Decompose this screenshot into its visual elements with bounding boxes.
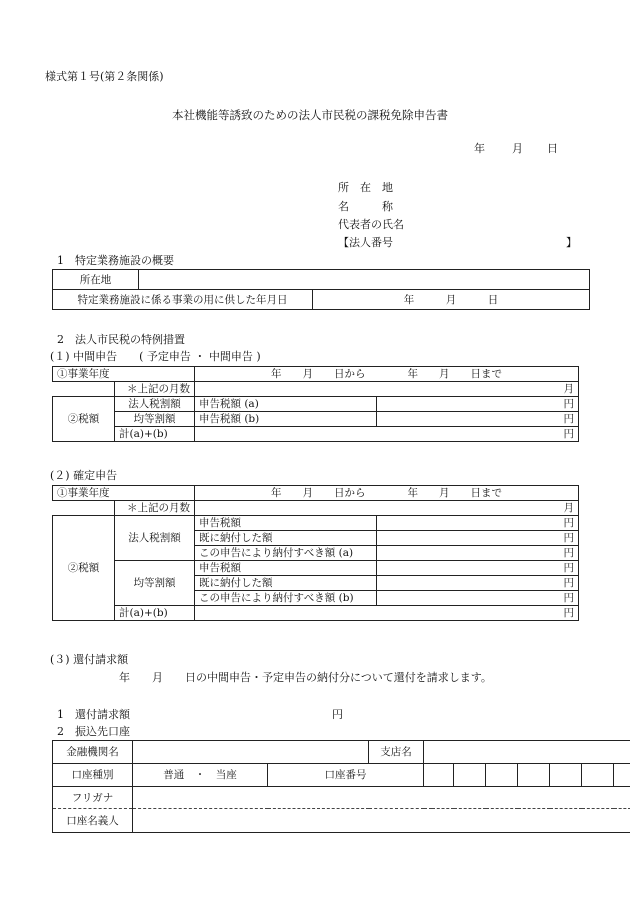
- interim-equal-tax-label: 均等割額: [115, 412, 195, 427]
- account-digit-2[interactable]: [454, 764, 486, 787]
- final-heading: (２) 確定申告: [50, 469, 118, 482]
- refund-heading: (３) 還付請求額: [50, 653, 129, 666]
- interim-equal-tax-item: 申告税額 (b): [195, 412, 377, 427]
- start-date-label: 特定業務施設に係る事業の用に供した年月日: [53, 290, 313, 310]
- interim-months-input[interactable]: [195, 382, 579, 397]
- yen-unit: 円: [563, 398, 574, 410]
- final-equal-item1: 申告税額: [195, 561, 377, 576]
- final-fy-value: 年 月 日から 年 月 日まで: [271, 487, 502, 499]
- final-tax-label: ②税額: [53, 516, 115, 621]
- final-equal-item1-input[interactable]: [377, 561, 579, 576]
- bank-name-input[interactable]: [133, 741, 369, 764]
- yen-unit: 円: [563, 517, 574, 529]
- final-table: [52, 485, 579, 621]
- location-input[interactable]: [139, 270, 590, 290]
- refund-sentence: 年 月 日の中間申告・予定申告の納付分について還付を請求します。: [119, 671, 492, 684]
- account-digit-5[interactable]: [550, 764, 582, 787]
- branch-name-label: 支店名: [369, 741, 424, 764]
- yen-unit: 円: [563, 592, 574, 604]
- account-holder-label: 口座名義人: [53, 809, 133, 833]
- final-corp-item3-input[interactable]: [377, 546, 579, 561]
- form-number: 様式第１号(第２条関係): [45, 70, 164, 83]
- interim-months-unit: 月: [563, 383, 574, 395]
- yen-unit: 円: [563, 428, 574, 440]
- location-label: 所在地: [53, 270, 139, 290]
- interim-tax-label: ②税額: [53, 397, 115, 442]
- date-day: 日: [547, 142, 558, 155]
- account-type-value: 普通 ・ 当座: [163, 769, 237, 781]
- final-equal-item3-input[interactable]: [377, 591, 579, 606]
- account-digit-1[interactable]: [424, 764, 454, 787]
- yen-unit: 円: [563, 532, 574, 544]
- applicant-address-label: 所 在 地: [338, 181, 393, 194]
- account-number-label: 口座番号: [268, 764, 424, 787]
- corp-number-label: 【法人番号: [338, 236, 393, 249]
- yen-unit: 円: [563, 607, 574, 619]
- yen-unit: 円: [563, 547, 574, 559]
- account-digit-4[interactable]: [518, 764, 550, 787]
- refund-amount-unit: 円: [332, 708, 343, 721]
- final-equal-item2: 既に納付した額: [195, 576, 377, 591]
- final-months-unit: 月: [563, 502, 574, 514]
- final-corp-item2: 既に納付した額: [195, 531, 377, 546]
- interim-corp-tax-label: 法人税割額: [115, 397, 195, 412]
- final-total-label: 計(a)+(b): [115, 606, 195, 621]
- interim-fy-input[interactable]: [195, 367, 579, 382]
- facility-table: [52, 269, 590, 310]
- final-corp-item1-input[interactable]: [377, 516, 579, 531]
- section2-heading: 2 法人市民税の特例措置: [57, 333, 185, 346]
- section1-heading: 1 特定業務施設の概要: [57, 254, 174, 267]
- date-month: 月: [512, 142, 523, 155]
- final-months-input[interactable]: [195, 501, 579, 516]
- final-corp-item2-input[interactable]: [377, 531, 579, 546]
- applicant-name-label: 名 称: [338, 200, 393, 213]
- account-type-label: 口座種別: [53, 764, 133, 787]
- start-date-input[interactable]: [313, 290, 590, 310]
- start-date-value: 年 月 日: [403, 293, 499, 306]
- date-year: 年: [474, 142, 485, 155]
- interim-corp-tax-item: 申告税額 (a): [195, 397, 377, 412]
- account-digit-3[interactable]: [486, 764, 518, 787]
- final-equal-item3: この申告により納付すべき額 (b): [195, 591, 377, 606]
- final-corp-item1: 申告税額: [195, 516, 377, 531]
- interim-corp-tax-input[interactable]: [377, 397, 579, 412]
- applicant-rep-label: 代表者の氏名: [338, 218, 404, 231]
- account-heading: 2 振込先口座: [57, 725, 130, 738]
- bank-account-table: [52, 740, 630, 833]
- interim-fy-label: ①事業年度: [53, 367, 195, 382]
- yen-unit: 円: [563, 562, 574, 574]
- interim-months-label: ＊上記の月数: [115, 382, 195, 397]
- interim-total-input[interactable]: [195, 427, 579, 442]
- final-fy-label: ①事業年度: [53, 486, 195, 501]
- bank-name-label: 金融機関名: [53, 741, 133, 764]
- yen-unit: 円: [563, 577, 574, 589]
- interim-total-label: 計(a)+(b): [115, 427, 195, 442]
- page-title: 本社機能等誘致のための法人市民税の課税免除申告書: [172, 108, 448, 122]
- account-holder-input[interactable]: [133, 809, 630, 833]
- account-type-select[interactable]: [133, 764, 268, 787]
- interim-fy-value: 年 月 日から 年 月 日まで: [271, 368, 502, 380]
- interim-equal-tax-input[interactable]: [377, 412, 579, 427]
- branch-name-input[interactable]: [424, 741, 630, 764]
- final-total-input[interactable]: [195, 606, 579, 621]
- final-fy-input[interactable]: [195, 486, 579, 501]
- account-digit-6[interactable]: [582, 764, 614, 787]
- final-corp-item3: この申告により納付すべき額 (a): [195, 546, 377, 561]
- interim-table: [52, 366, 579, 442]
- final-equal-item2-input[interactable]: [377, 576, 579, 591]
- refund-amount-label: 1 還付請求額: [57, 708, 130, 721]
- corp-number-close: 】: [566, 236, 577, 249]
- final-corp-tax-label: 法人税割額: [115, 516, 195, 561]
- furigana-label: フリガナ: [53, 787, 133, 809]
- furigana-input[interactable]: [133, 787, 630, 809]
- account-digit-7[interactable]: [614, 764, 630, 787]
- yen-unit: 円: [563, 413, 574, 425]
- interim-heading: (１) 中間申告 ( 予定申告 ・ 中間申告 ): [50, 350, 261, 363]
- final-equal-tax-label: 均等割額: [115, 561, 195, 606]
- final-months-label: ＊上記の月数: [115, 501, 195, 516]
